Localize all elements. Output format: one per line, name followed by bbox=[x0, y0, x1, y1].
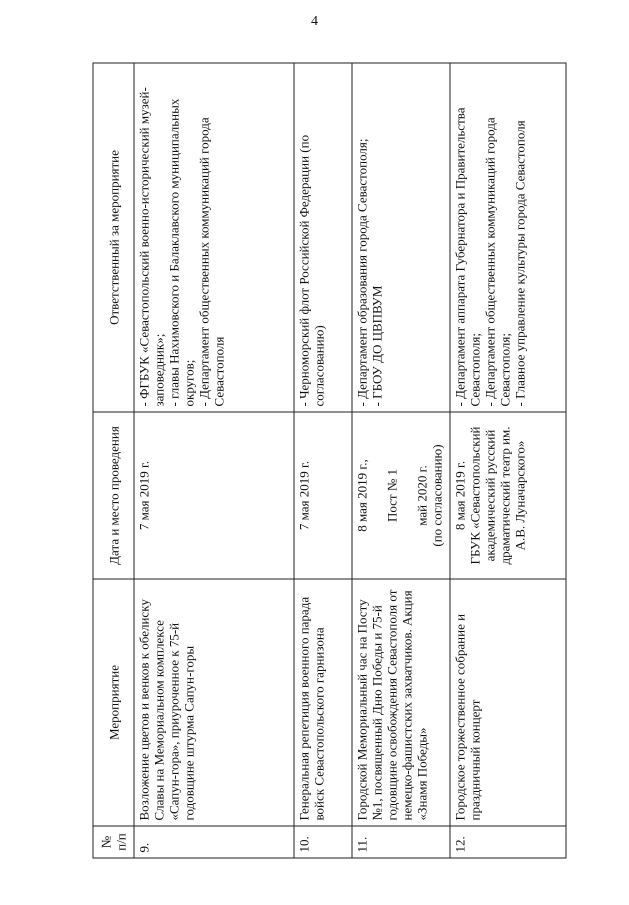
responsible-line: - Департамент образования города Севастополя; bbox=[354, 138, 370, 407]
row-event: Городское торжественное собрание и праздничный концерт bbox=[450, 579, 566, 826]
row-num: 9. bbox=[134, 826, 294, 858]
row-responsible bbox=[352, 63, 450, 412]
date-line: Пост № 1 bbox=[384, 468, 400, 523]
row-num: 10. bbox=[294, 826, 352, 858]
date-line: (по согласованию) bbox=[429, 444, 445, 547]
row-date bbox=[352, 412, 450, 579]
row-date bbox=[450, 412, 566, 579]
table-row bbox=[134, 63, 294, 858]
responsible-line: - Департамент общественных коммуникаций города Севастополя; bbox=[482, 117, 513, 407]
date-line: май 2020 г. bbox=[414, 465, 430, 526]
responsible-line: - ФГБУК «Севастопольский военно-исторический музей-заповедник»; bbox=[136, 87, 167, 407]
page-number: 4 bbox=[311, 14, 318, 29]
responsible-line: - Главное управление культуры города Севастополя bbox=[512, 120, 528, 407]
row-event: Генеральная репетиция военного парада войск Севастопольского гарнизона bbox=[294, 579, 352, 826]
table-row bbox=[352, 63, 450, 858]
row-event: Возложение цветов и венков к обелиску Славы на Мемориальном комплексе «Сапун-гора», приуроченное к 75-й годовщине штурма Сапун-горы bbox=[134, 579, 294, 826]
header-date: Дата и место проведения bbox=[93, 412, 134, 579]
table-row bbox=[294, 63, 352, 858]
header-num: № п/п bbox=[93, 826, 134, 858]
responsible-line: - ГБОУ ДО ЦВПВУМ bbox=[369, 285, 385, 407]
date-line: 7 мая 2019 г. bbox=[136, 460, 152, 531]
events-table bbox=[93, 63, 567, 859]
date-line: 7 мая 2019 г. bbox=[296, 460, 312, 531]
responsible-line: - Департамент общественных коммуникаций города Севастополя bbox=[196, 117, 227, 407]
row-responsible bbox=[450, 63, 566, 412]
rotated-table-container bbox=[93, 64, 567, 859]
row-date bbox=[134, 412, 294, 579]
row-num: 11. bbox=[352, 826, 450, 858]
row-responsible bbox=[294, 63, 352, 412]
responsible-line: - главы Нахимовского и Балаклавского муниципальных округов; bbox=[166, 98, 197, 407]
header-responsible: Ответственный за мероприятие bbox=[93, 63, 134, 412]
row-num: 12. bbox=[450, 826, 566, 858]
date-line: 8 мая 2019 г., bbox=[354, 459, 370, 532]
header-event: Мероприятие bbox=[93, 579, 134, 826]
row-date bbox=[294, 412, 352, 579]
date-line: ГБУК «Севастопольский академический русский драматический театр им. А.В. Луначарского» bbox=[467, 426, 528, 565]
responsible-line: - Черноморский флот Российской Федерации (по согласованию) bbox=[296, 134, 327, 407]
responsible-line: - Департамент аппарата Губернатора и Правительства Севастополя; bbox=[452, 107, 483, 407]
table-row bbox=[450, 63, 566, 858]
row-responsible bbox=[134, 63, 294, 412]
table-header-row bbox=[93, 63, 134, 858]
date-line: 8 мая 2019 г. bbox=[452, 460, 468, 531]
row-event: Городской Мемориальный час на Посту №1, посвященный Дню Победы и 75-й годовщине освобождения Севастополя от немецко-фашистских захватчиков. Акция «Знамя Победы» bbox=[352, 579, 450, 826]
